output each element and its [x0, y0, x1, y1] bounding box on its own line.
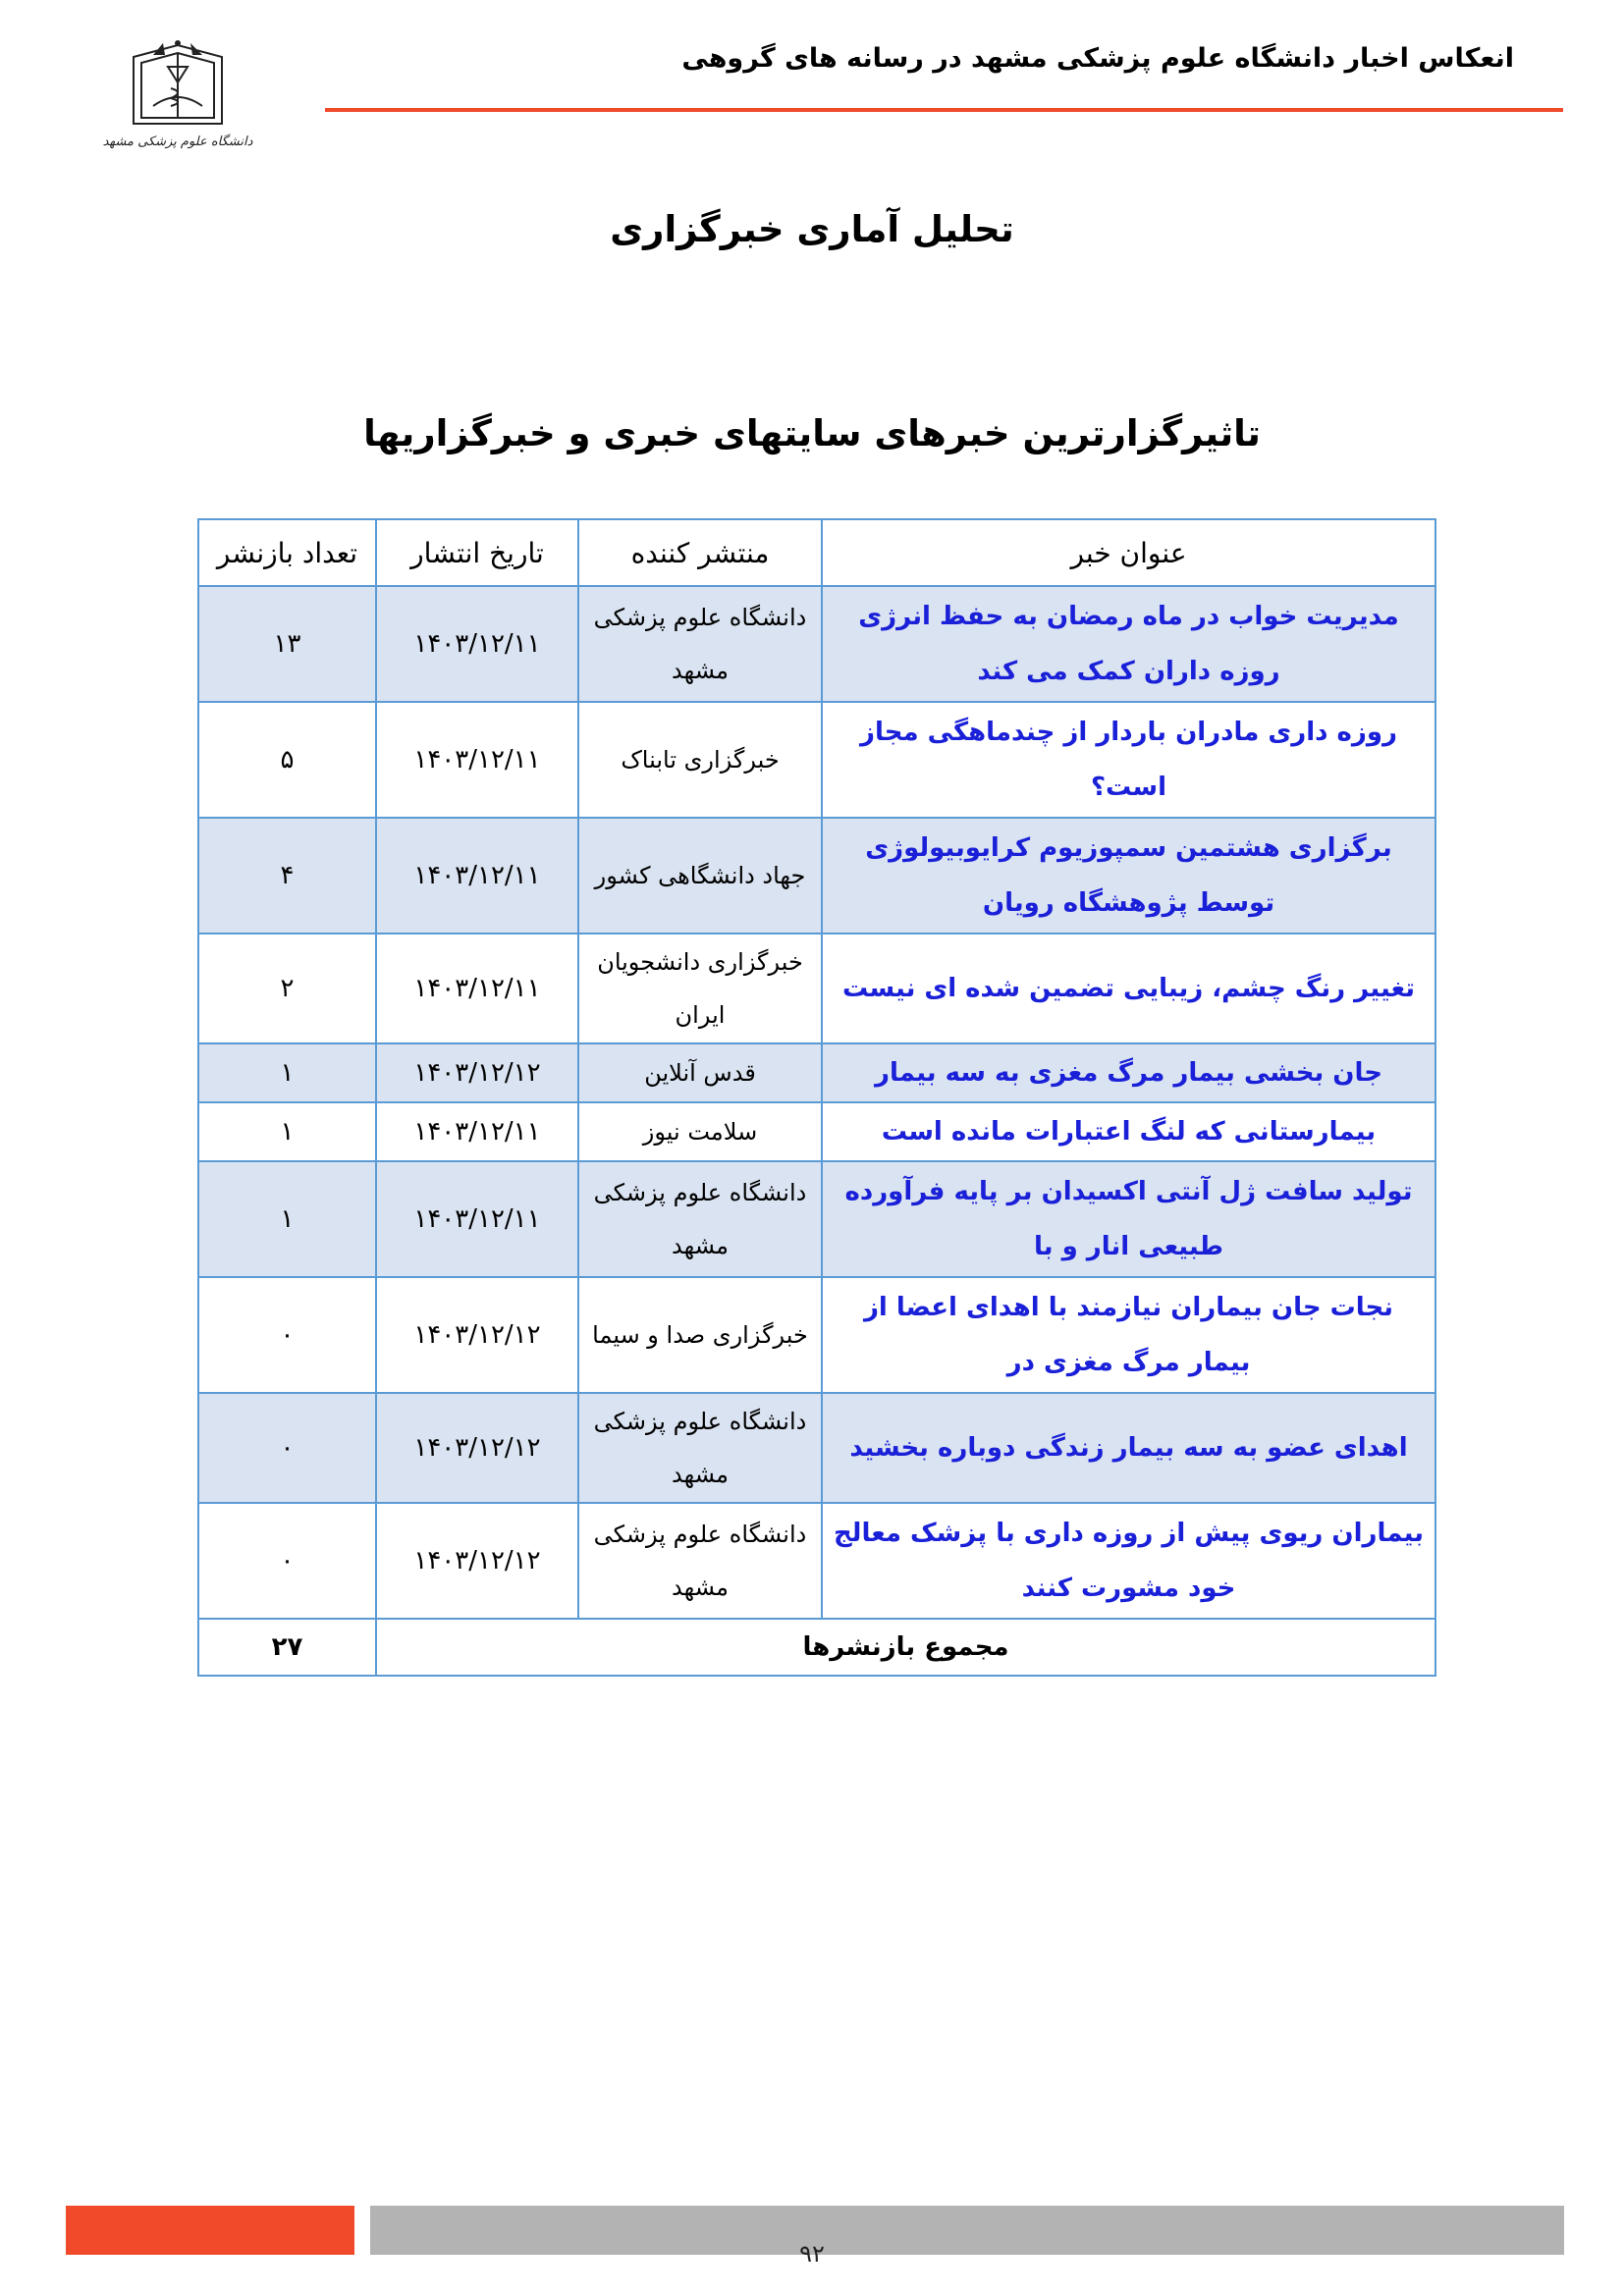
- table-row: [198, 1503, 1435, 1619]
- footer-accent-bar: [66, 2206, 354, 2255]
- news-views: ۵: [198, 702, 376, 818]
- news-publisher: دانشگاه علوم پزشکی مشهد: [578, 1393, 822, 1503]
- news-date: ۱۴۰۳/۱۲/۱۲: [376, 1503, 578, 1619]
- page-title: تحلیل آماری خبرگزاری: [610, 208, 1014, 250]
- footer-bar: [370, 2206, 1564, 2255]
- news-title[interactable]: بیمارستانی که لنگ اعتبارات مانده است: [822, 1102, 1435, 1161]
- news-title[interactable]: تولید سافت ژل آنتی اکسیدان بر پایه فرآورده طبیعی انار و با: [822, 1161, 1435, 1277]
- table-row: [198, 1393, 1435, 1503]
- table-row: [198, 702, 1435, 818]
- news-date: ۱۴۰۳/۱۲/۱۲: [376, 1393, 578, 1503]
- news-views: ۱: [198, 1161, 376, 1277]
- news-title[interactable]: جان بخشی بیمار مرگ مغزی به سه بیمار: [822, 1043, 1435, 1102]
- header-title-col: عنوان خبر: [822, 519, 1435, 586]
- table-row: [198, 586, 1435, 702]
- news-date: ۱۴۰۳/۱۲/۱۱: [376, 818, 578, 934]
- news-publisher: دانشگاه علوم پزشکی مشهد: [578, 1503, 822, 1619]
- news-title[interactable]: نجات جان بیماران نیازمند با اهدای اعضا از بیمار مرگ مغزی در: [822, 1277, 1435, 1393]
- news-views: ۰: [198, 1503, 376, 1619]
- news-title[interactable]: مدیریت خواب در ماه رمضان به حفظ انرژی روزه داران کمک می کند: [822, 586, 1435, 702]
- news-date: ۱۴۰۳/۱۲/۱۱: [376, 586, 578, 702]
- table-row: [198, 1102, 1435, 1161]
- total-label: مجموع بازنشرها: [376, 1619, 1435, 1676]
- table-row: [198, 1043, 1435, 1102]
- header-title: انعکاس اخبار دانشگاه علوم پزشکی مشهد در رسانه های گروهی: [681, 43, 1514, 74]
- university-logo: [102, 37, 253, 165]
- news-views: ۱: [198, 1043, 376, 1102]
- news-views: ۰: [198, 1393, 376, 1503]
- header-views-col: تعداد بازنشر: [198, 519, 376, 586]
- table-row: [198, 1161, 1435, 1277]
- news-date: ۱۴۰۳/۱۲/۱۲: [376, 1277, 578, 1393]
- news-publisher: سلامت نیوز: [578, 1102, 822, 1161]
- total-value: ۲۷: [198, 1619, 376, 1676]
- table-row: [198, 934, 1435, 1043]
- header-date-col: تاریخ انتشار: [376, 519, 578, 586]
- news-title[interactable]: بیماران ریوی پیش از روزه داری با پزشک معالج خود مشورت کنند: [822, 1503, 1435, 1619]
- news-views: ۰: [198, 1277, 376, 1393]
- news-date: ۱۴۰۳/۱۲/۱۱: [376, 702, 578, 818]
- news-publisher: جهاد دانشگاهی کشور: [578, 818, 822, 934]
- news-publisher: خبرگزاری تابناک: [578, 702, 822, 818]
- news-date: ۱۴۰۳/۱۲/۱۲: [376, 1043, 578, 1102]
- logo-caption: دانشگاه علوم پزشکی مشهد: [102, 134, 253, 149]
- news-title[interactable]: روزه داری مادران باردار از چندماهگی مجاز است؟: [822, 702, 1435, 818]
- table-row: [198, 818, 1435, 934]
- news-date: ۱۴۰۳/۱۲/۱۱: [376, 1102, 578, 1161]
- news-title[interactable]: تغییر رنگ چشم، زیبایی تضمین شده ای نیست: [822, 934, 1435, 1043]
- total-row: [198, 1619, 1435, 1676]
- news-views: ۱۳: [198, 586, 376, 702]
- news-views: ۴: [198, 818, 376, 934]
- news-publisher: خبرگزاری صدا و سیما: [578, 1277, 822, 1393]
- news-publisher: خبرگزاری دانشجویان ایران: [578, 934, 822, 1043]
- section-title: تاثیرگزارترین خبرهای سایتهای خبری و خبرگزاریها: [363, 412, 1261, 454]
- news-views: ۱: [198, 1102, 376, 1161]
- news-date: ۱۴۰۳/۱۲/۱۱: [376, 1161, 578, 1277]
- header-publisher-col: منتشر کننده: [578, 519, 822, 586]
- news-title[interactable]: اهدای عضو به سه بیمار زندگی دوباره بخشید: [822, 1393, 1435, 1503]
- news-views: ۲: [198, 934, 376, 1043]
- header-rule: [325, 108, 1563, 112]
- table-row: [198, 1277, 1435, 1393]
- news-date: ۱۴۰۳/۱۲/۱۱: [376, 934, 578, 1043]
- news-publisher: دانشگاه علوم پزشکی مشهد: [578, 586, 822, 702]
- news-publisher: دانشگاه علوم پزشکی مشهد: [578, 1161, 822, 1277]
- news-publisher: قدس آنلاین: [578, 1043, 822, 1102]
- news-title[interactable]: برگزاری هشتمین سمپوزیوم کرایوبیولوژی توسط پژوهشگاه رویان: [822, 818, 1435, 934]
- page-number: ۹۲: [799, 2240, 825, 2268]
- news-table: [197, 518, 1436, 1677]
- table-header-row: [198, 519, 1435, 586]
